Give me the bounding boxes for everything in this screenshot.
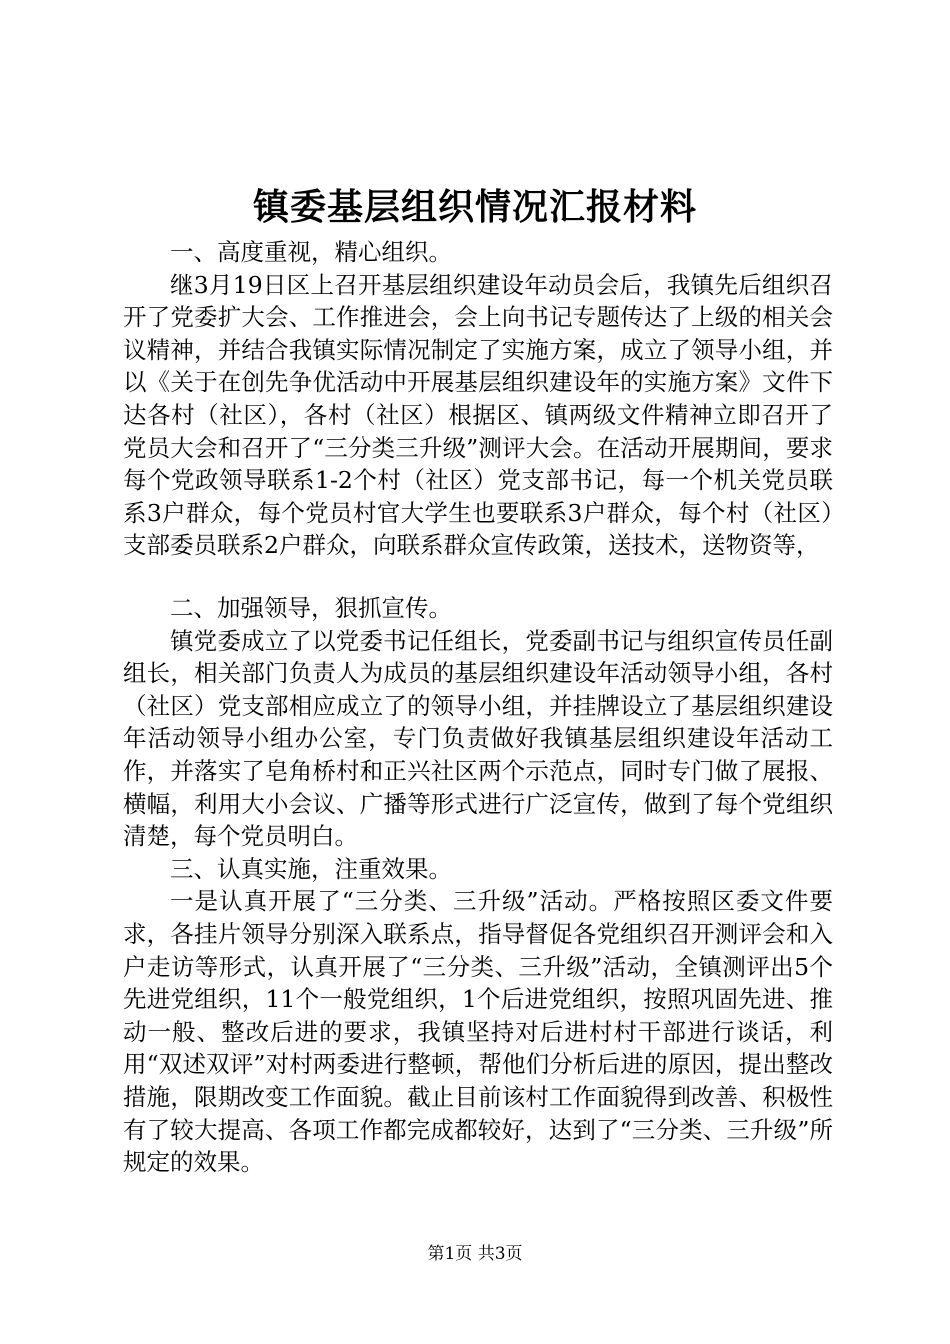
section2-heading: 二、加强领导，狠抓宣传。: [170, 594, 452, 622]
page-number-footer: 第1页 共3页: [427, 1244, 523, 1264]
section3-heading: 三、认真实施，注重效果。: [170, 854, 452, 883]
section1-heading: 一、高度重视，精心组织。: [170, 238, 452, 266]
section3-paragraph: 一是认真开展了“三分类、三升级”活动。严格按照区委文件要求，各挂片领导分别深入联系点，指导督促各党组织召开测评会和入户走访等形式，认真开展了“三分类、三升级”活动，全镇测评出5个先进党组织，11个一般党组织，1个后进党组织，按照巩固先进、推动一般、整改后进的要求，我镇坚持对后进村村干部进行谈话，利用“双述双评”对村两委进行整顿，帮他们分析后进的原因，提出整改措施，限期改变工作面貌。截止目前该村工作面貌得到改善、积极性有了较大提高、各项工作都完成都较好，达到了“三分类、三升级”所规定的效果。: [123, 887, 833, 1177]
section2-paragraph: 镇党委成立了以党委书记任组长，党委副书记与组织宣传员任副组长，相关部门负责人为成员的基层组织建设年活动领导小组，各村（社区）党支部相应成立了的领导小组，并挂牌设立了基层组织建设年活动领导小组办公室，专门负责做好我镇基层组织建设年活动工作，并落实了皂角桥村和正兴社区两个示范点，同时专门做了展报、横幅，利用大小会议、广播等形式进行广泛宣传，做到了每个党组织清楚，每个党员明白。: [123, 626, 833, 851]
document-title: 镇委基层组织情况汇报材料: [252, 186, 697, 228]
section1-paragraph: 继3月19日区上召开基层组织建设年动员会后，我镇先后组织召开了党委扩大会、工作推进会，会上向书记专题传达了上级的相关会议精神，并结合我镇实际情况制定了实施方案，成立了领导小组，并以《关于在创先争优活动中开展基层组织建设年的实施方案》文件下达各村（社区），各村（社区）根据区、镇两级文件精神立即召开了党员大会和召开了“三分类三升级”测评大会。在活动开展期间，要求每个党政领导联系1-2个村（社区）党支部书记，每一个机关党员联系3户群众，每个党员村官大学生也要联系3户群众，每个村（社区）支部委员联系2户群众，向联系群众宣传政策，送技术，送物资等，: [123, 270, 833, 560]
document-body-part-2: [123, 592, 833, 1179]
document-body-part-1: [123, 236, 833, 562]
